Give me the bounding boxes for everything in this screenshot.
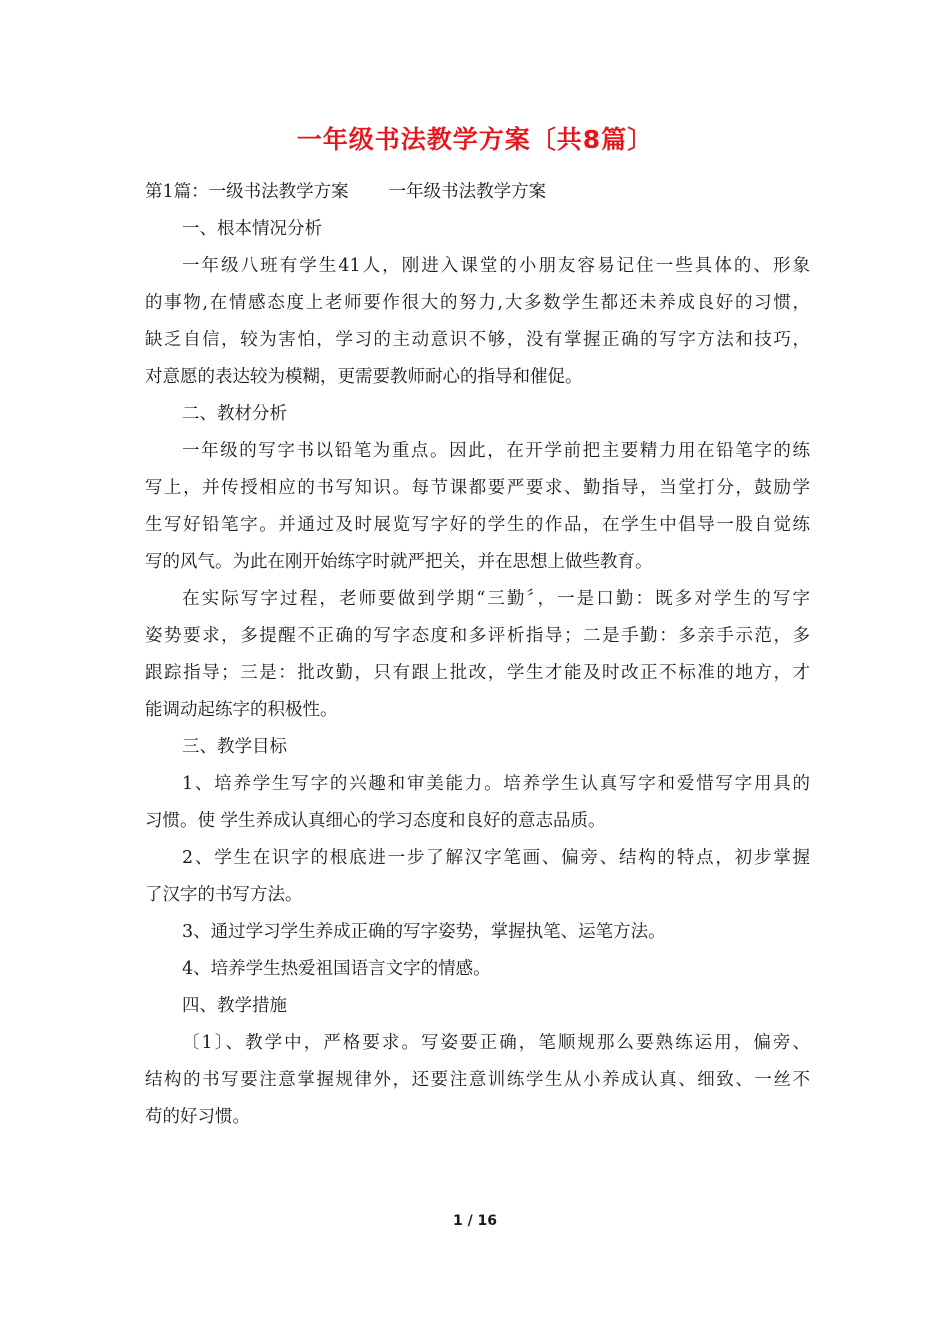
paragraph-line: 了汉字的书写方法。 [145,885,303,905]
paragraph-line: 对意愿的表达较为模糊，更需要教师耐心的指导和催促。 [145,367,583,387]
paragraph-line: 缺乏自信，较为害怕，学习的主动意识不够，没有掌握正确的写字方法和技巧， [145,330,810,350]
article-header [145,174,810,211]
section-heading-2: 二、教材分析 [182,404,287,424]
paragraph-line: 〔1〕、教学中，严格要求。写姿要正确，笔顺规那么要熟练运用，偏旁、 [182,1033,810,1053]
document-title: 一年级书法教学方案〔共8篇〕 [296,125,654,154]
article-header-part1: 第1篇：一级书法教学方案 [145,182,349,202]
article-header-part2: 一年级书法教学方案 [388,182,547,202]
section-heading-4: 四、教学措施 [182,996,287,1016]
document-body [145,174,810,1136]
paragraph-line: 在实际写字过程，老师要做到学期“三勤〞，一是口勤：既多对学生的写字 [182,589,810,609]
paragraph-line: 跟踪指导；三是：批改勤，只有跟上批改，学生才能及时改正不标准的地方，才 [145,663,810,683]
paragraph-line: 2、学生在识字的根底进一步了解汉字笔画、偏旁、结构的特点，初步掌握 [182,848,810,868]
paragraph-line: 习惯。使 学生养成认真细心的学习态度和良好的意志品质。 [145,811,606,831]
paragraph-line: 写上，并传授相应的书写知识。每节课都要严要求、勤指导，当堂打分，鼓励学 [145,478,810,498]
paragraph-line: 3、通过学习学生养成正确的写字姿势，掌握执笔、运笔方法。 [182,922,666,942]
paragraph-line: 一年级的写字书以铅笔为重点。因此，在开学前把主要精力用在铅笔字的练 [182,441,810,461]
paragraph-line: 能调动起练字的积极性。 [145,700,338,720]
paragraph-line: 生写好铅笔字。并通过及时展览写字好的学生的作品，在学生中倡导一股自觉练 [145,515,810,535]
paragraph-line: 结构的书写要注意掌握规律外，还要注意训练学生从小养成认真、细致、一丝不 [145,1070,810,1090]
paragraph-line: 的事物,在情感态度上老师要作很大的努力,大多数学生都还未养成良好的习惯， [145,293,810,313]
paragraph-line: 写的风气。为此在刚开始练字时就严把关，并在思想上做些教育。 [145,552,653,572]
paragraph-line: 1、培养学生写字的兴趣和审美能力。培养学生认真写字和爱惜写字用具的 [182,774,810,794]
section-heading-1: 一、根本情况分析 [182,219,322,239]
paragraph-line: 4、培养学生热爱祖国语言文字的情感。 [182,959,491,979]
paragraph-line: 一年级八班有学生41人，刚进入课堂的小朋友容易记住一些具体的、形象 [182,256,810,276]
page-number: 1 / 16 [452,1213,498,1229]
paragraph-line: 姿势要求，多提醒不正确的写字态度和多评析指导；二是手勤：多亲手示范，多 [145,626,810,646]
section-heading-3: 三、教学目标 [182,737,287,757]
paragraph-line: 苟的好习惯。 [145,1107,250,1127]
